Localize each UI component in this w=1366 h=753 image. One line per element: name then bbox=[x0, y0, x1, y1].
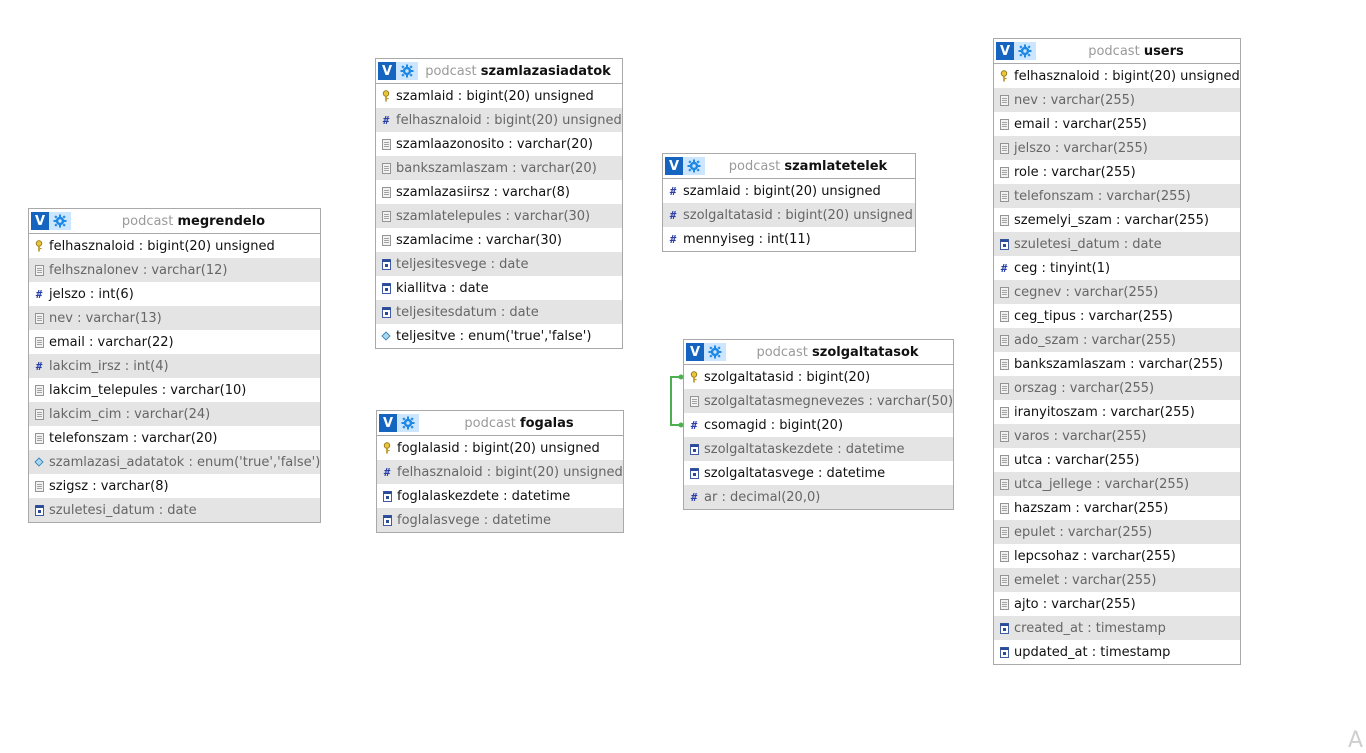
toggle-columns-button[interactable]: V bbox=[686, 343, 704, 361]
column-label: foglalasid : bigint(20) unsigned bbox=[397, 440, 600, 456]
column-label: created_at : timestamp bbox=[1014, 620, 1166, 636]
gear-icon[interactable] bbox=[704, 343, 726, 361]
column-row[interactable] bbox=[376, 204, 622, 228]
column-label: foglalaskezdete : datetime bbox=[397, 488, 571, 504]
column-row[interactable] bbox=[29, 282, 320, 306]
database-name: podcast bbox=[121, 213, 174, 229]
text-field-icon bbox=[381, 233, 391, 247]
text-field-icon bbox=[34, 431, 44, 445]
column-label: ado_szam : varchar(255) bbox=[1014, 332, 1176, 348]
column-label: szolgaltatasvege : datetime bbox=[704, 465, 886, 481]
column-row[interactable] bbox=[994, 544, 1240, 568]
text-field-icon bbox=[999, 117, 1009, 131]
gear-icon[interactable] bbox=[1014, 42, 1036, 60]
table-name: megrendelo bbox=[177, 213, 266, 229]
gear-icon[interactable] bbox=[683, 157, 705, 175]
numeric-field-icon: # bbox=[35, 287, 43, 301]
numeric-field-icon: # bbox=[669, 232, 677, 246]
column-row[interactable] bbox=[376, 108, 622, 132]
gear-icon[interactable] bbox=[397, 414, 419, 432]
table-title[interactable] bbox=[418, 64, 622, 79]
column-label: szamlaid : bigint(20) unsigned bbox=[396, 88, 594, 104]
table-title[interactable] bbox=[705, 159, 915, 174]
column-row[interactable] bbox=[29, 378, 320, 402]
column-label: orszag : varchar(255) bbox=[1014, 380, 1155, 396]
text-field-icon bbox=[999, 141, 1009, 155]
column-row[interactable] bbox=[376, 276, 622, 300]
column-label: role : varchar(255) bbox=[1014, 164, 1136, 180]
numeric-field-icon: # bbox=[1000, 261, 1008, 275]
column-label: telefonszam : varchar(255) bbox=[1014, 188, 1191, 204]
text-field-icon bbox=[999, 333, 1009, 347]
toggle-columns-button[interactable]: V bbox=[996, 42, 1014, 60]
column-label: szamlazasiirsz : varchar(8) bbox=[396, 184, 571, 200]
table-megrendelo[interactable] bbox=[28, 208, 321, 523]
table-header[interactable] bbox=[994, 39, 1240, 64]
numeric-field-icon: # bbox=[690, 490, 698, 504]
column-row[interactable] bbox=[376, 324, 622, 348]
column-label: lakcim_telepules : varchar(10) bbox=[49, 382, 247, 398]
column-label: cegnev : varchar(255) bbox=[1014, 284, 1159, 300]
primary-key-icon bbox=[381, 89, 391, 103]
column-label: szamlaid : bigint(20) unsigned bbox=[683, 183, 881, 199]
column-row[interactable] bbox=[994, 400, 1240, 424]
column-row[interactable] bbox=[994, 184, 1240, 208]
column-label: szuletesi_datum : date bbox=[49, 502, 197, 518]
text-field-icon bbox=[999, 429, 1009, 443]
table-name: szamlatetelek bbox=[784, 158, 888, 174]
date-field-icon bbox=[381, 305, 391, 319]
column-label: ar : decimal(20,0) bbox=[704, 489, 821, 505]
column-row[interactable] bbox=[29, 258, 320, 282]
column-label: varos : varchar(255) bbox=[1014, 428, 1147, 444]
column-label: teljesitve : enum('true','false') bbox=[396, 328, 592, 344]
text-field-icon bbox=[34, 263, 44, 277]
corner-mark: A bbox=[1348, 728, 1364, 753]
gear-icon[interactable] bbox=[396, 62, 418, 80]
column-row[interactable] bbox=[994, 472, 1240, 496]
numeric-field-icon: # bbox=[382, 113, 390, 127]
column-label: updated_at : timestamp bbox=[1014, 644, 1171, 660]
text-field-icon bbox=[999, 453, 1009, 467]
numeric-field-icon: # bbox=[383, 465, 391, 479]
text-field-icon bbox=[999, 357, 1009, 371]
table-title[interactable] bbox=[726, 345, 953, 360]
text-field-icon bbox=[999, 501, 1009, 515]
text-field-icon bbox=[999, 597, 1009, 611]
text-field-icon bbox=[999, 405, 1009, 419]
column-row[interactable] bbox=[994, 256, 1240, 280]
column-label: szamlaazonosito : varchar(20) bbox=[396, 136, 593, 152]
column-label: epulet : varchar(255) bbox=[1014, 524, 1153, 540]
column-label: foglalasvege : datetime bbox=[397, 512, 551, 528]
table-name: szolgaltatasok bbox=[812, 344, 919, 360]
gear-icon[interactable] bbox=[49, 212, 71, 230]
text-field-icon bbox=[999, 165, 1009, 179]
column-label: szamlatelepules : varchar(30) bbox=[396, 208, 591, 224]
toggle-columns-button[interactable]: V bbox=[31, 212, 49, 230]
column-row[interactable] bbox=[994, 520, 1240, 544]
column-label: bankszamlaszam : varchar(255) bbox=[1014, 356, 1224, 372]
table-title[interactable] bbox=[71, 214, 320, 229]
column-row[interactable] bbox=[994, 424, 1240, 448]
text-field-icon bbox=[999, 93, 1009, 107]
column-row[interactable] bbox=[994, 568, 1240, 592]
column-row[interactable] bbox=[684, 485, 953, 509]
column-label: emelet : varchar(255) bbox=[1014, 572, 1157, 588]
column-label: szolgaltatasid : bigint(20) bbox=[704, 369, 871, 385]
date-field-icon bbox=[999, 237, 1009, 251]
text-field-icon bbox=[999, 525, 1009, 539]
table-name: users bbox=[1143, 43, 1184, 59]
column-row[interactable] bbox=[376, 132, 622, 156]
table-szolgaltatasok[interactable] bbox=[683, 339, 954, 510]
column-label: hazszam : varchar(255) bbox=[1014, 500, 1169, 516]
column-row[interactable] bbox=[994, 64, 1240, 88]
text-field-icon bbox=[999, 189, 1009, 203]
table-header[interactable] bbox=[29, 209, 320, 234]
column-label: felhasznaloid : bigint(20) unsigned bbox=[397, 464, 623, 480]
table-szamlatetelek[interactable] bbox=[662, 153, 916, 252]
column-row[interactable] bbox=[994, 208, 1240, 232]
table-users[interactable] bbox=[993, 38, 1241, 665]
column-label: lepcsohaz : varchar(255) bbox=[1014, 548, 1176, 564]
column-row[interactable] bbox=[376, 252, 622, 276]
numeric-field-icon: # bbox=[690, 418, 698, 432]
column-row[interactable] bbox=[994, 304, 1240, 328]
table-header[interactable] bbox=[377, 411, 623, 436]
date-field-icon bbox=[999, 645, 1009, 659]
column-label: utca_jellege : varchar(255) bbox=[1014, 476, 1190, 492]
column-label: felhsznalonev : varchar(12) bbox=[49, 262, 228, 278]
column-label: jelszo : varchar(255) bbox=[1014, 140, 1148, 156]
column-row[interactable] bbox=[994, 328, 1240, 352]
column-label: szolgaltatasmegnevezes : varchar(50) bbox=[704, 393, 954, 409]
table-fogalas[interactable] bbox=[376, 410, 624, 533]
column-row[interactable] bbox=[29, 234, 320, 258]
text-field-icon bbox=[34, 383, 44, 397]
column-row[interactable] bbox=[994, 112, 1240, 136]
column-row[interactable] bbox=[29, 354, 320, 378]
column-label: iranyitoszam : varchar(255) bbox=[1014, 404, 1195, 420]
column-label: jelszo : int(6) bbox=[49, 286, 134, 302]
column-row[interactable] bbox=[663, 203, 915, 227]
text-field-icon bbox=[999, 381, 1009, 395]
toggle-columns-button[interactable]: V bbox=[378, 62, 396, 80]
text-field-icon bbox=[999, 477, 1009, 491]
date-field-icon bbox=[999, 621, 1009, 635]
column-row[interactable] bbox=[29, 402, 320, 426]
primary-key-icon bbox=[689, 370, 699, 384]
column-label: mennyiseg : int(11) bbox=[683, 231, 811, 247]
column-row[interactable] bbox=[663, 227, 915, 251]
column-label: lakcim_irsz : int(4) bbox=[49, 358, 169, 374]
relation-line[interactable] bbox=[671, 377, 683, 425]
column-row[interactable] bbox=[376, 180, 622, 204]
column-label: kiallitva : date bbox=[396, 280, 489, 296]
column-row[interactable] bbox=[684, 413, 953, 437]
column-label: email : varchar(22) bbox=[49, 334, 174, 350]
column-label: nev : varchar(13) bbox=[49, 310, 162, 326]
column-list bbox=[994, 64, 1240, 664]
database-name: podcast bbox=[756, 344, 808, 360]
column-list bbox=[377, 436, 623, 532]
column-row[interactable] bbox=[376, 84, 622, 108]
column-row[interactable] bbox=[29, 474, 320, 498]
column-label: lakcim_cim : varchar(24) bbox=[49, 406, 211, 422]
text-field-icon bbox=[999, 573, 1009, 587]
primary-key-icon bbox=[382, 441, 392, 455]
database-name: podcast bbox=[464, 415, 516, 431]
column-row[interactable] bbox=[684, 461, 953, 485]
column-row[interactable] bbox=[663, 179, 915, 203]
text-field-icon bbox=[381, 137, 391, 151]
column-list bbox=[663, 179, 915, 251]
table-header[interactable] bbox=[376, 59, 622, 84]
column-row[interactable] bbox=[684, 389, 953, 413]
database-name: podcast bbox=[1088, 43, 1140, 59]
column-label: ajto : varchar(255) bbox=[1014, 596, 1136, 612]
text-field-icon bbox=[999, 549, 1009, 563]
column-row[interactable] bbox=[994, 352, 1240, 376]
enum-field-icon bbox=[34, 455, 44, 469]
date-field-icon bbox=[689, 466, 699, 480]
column-row[interactable] bbox=[376, 228, 622, 252]
column-row[interactable] bbox=[377, 460, 623, 484]
date-field-icon bbox=[381, 281, 391, 295]
column-label: felhasznaloid : bigint(20) unsigned bbox=[1014, 68, 1240, 84]
text-field-icon bbox=[381, 209, 391, 223]
table-name: szamlazasiadatok bbox=[480, 63, 611, 79]
table-name: fogalas bbox=[519, 415, 574, 431]
column-label: szuletesi_datum : date bbox=[1014, 236, 1162, 252]
text-field-icon bbox=[34, 479, 44, 493]
column-row[interactable] bbox=[994, 592, 1240, 616]
column-list bbox=[29, 234, 320, 522]
column-list bbox=[376, 84, 622, 348]
column-row[interactable] bbox=[377, 484, 623, 508]
numeric-field-icon: # bbox=[669, 184, 677, 198]
column-row[interactable] bbox=[994, 496, 1240, 520]
column-row[interactable] bbox=[994, 616, 1240, 640]
column-row[interactable] bbox=[376, 300, 622, 324]
column-label: bankszamlaszam : varchar(20) bbox=[396, 160, 597, 176]
column-label: telefonszam : varchar(20) bbox=[49, 430, 218, 446]
column-row[interactable] bbox=[29, 306, 320, 330]
text-field-icon bbox=[381, 161, 391, 175]
numeric-field-icon: # bbox=[669, 208, 677, 222]
table-title[interactable] bbox=[419, 416, 623, 431]
text-field-icon bbox=[999, 309, 1009, 323]
column-row[interactable] bbox=[994, 448, 1240, 472]
column-row[interactable] bbox=[994, 160, 1240, 184]
toggle-columns-button[interactable]: V bbox=[665, 157, 683, 175]
column-row[interactable] bbox=[994, 280, 1240, 304]
date-field-icon bbox=[382, 489, 392, 503]
date-field-icon bbox=[689, 442, 699, 456]
database-name: podcast bbox=[425, 63, 477, 79]
column-row[interactable] bbox=[684, 365, 953, 389]
column-label: utca : varchar(255) bbox=[1014, 452, 1140, 468]
column-label: teljesitesdatum : date bbox=[396, 304, 539, 320]
text-field-icon bbox=[999, 213, 1009, 227]
primary-key-icon bbox=[34, 239, 44, 253]
column-row[interactable] bbox=[994, 88, 1240, 112]
toggle-columns-button[interactable]: V bbox=[379, 414, 397, 432]
column-label: email : varchar(255) bbox=[1014, 116, 1147, 132]
column-label: ceg_tipus : varchar(255) bbox=[1014, 308, 1173, 324]
text-field-icon bbox=[381, 185, 391, 199]
enum-field-icon bbox=[381, 329, 391, 343]
date-field-icon bbox=[382, 513, 392, 527]
column-list bbox=[684, 365, 953, 509]
column-row[interactable] bbox=[994, 136, 1240, 160]
text-field-icon bbox=[34, 311, 44, 325]
column-row[interactable] bbox=[994, 640, 1240, 664]
date-field-icon bbox=[381, 257, 391, 271]
column-row[interactable] bbox=[994, 376, 1240, 400]
text-field-icon bbox=[34, 335, 44, 349]
table-header[interactable] bbox=[684, 340, 953, 365]
numeric-field-icon: # bbox=[35, 359, 43, 373]
text-field-icon bbox=[999, 285, 1009, 299]
column-label: szamlacime : varchar(30) bbox=[396, 232, 562, 248]
column-row[interactable] bbox=[377, 508, 623, 532]
table-title[interactable] bbox=[1036, 44, 1240, 59]
text-field-icon bbox=[689, 394, 699, 408]
column-label: csomagid : bigint(20) bbox=[704, 417, 844, 433]
column-label: szolgaltatasid : bigint(20) unsigned bbox=[683, 207, 913, 223]
column-row[interactable] bbox=[29, 426, 320, 450]
table-szamlazasiadatok[interactable] bbox=[375, 58, 623, 349]
column-label: szemelyi_szam : varchar(255) bbox=[1014, 212, 1209, 228]
column-label: felhasznaloid : bigint(20) unsigned bbox=[396, 112, 622, 128]
date-field-icon bbox=[34, 503, 44, 517]
column-label: szolgaltataskezdete : datetime bbox=[704, 441, 905, 457]
column-row[interactable] bbox=[377, 436, 623, 460]
column-label: teljesitesvege : date bbox=[396, 256, 529, 272]
column-row[interactable] bbox=[29, 450, 320, 474]
column-label: ceg : tinyint(1) bbox=[1014, 260, 1111, 276]
column-row[interactable] bbox=[684, 437, 953, 461]
column-row[interactable] bbox=[994, 232, 1240, 256]
database-name: podcast bbox=[728, 158, 781, 174]
column-row[interactable] bbox=[29, 498, 320, 522]
column-label: felhasznaloid : bigint(20) unsigned bbox=[49, 238, 275, 254]
column-row[interactable] bbox=[376, 156, 622, 180]
column-row[interactable] bbox=[29, 330, 320, 354]
column-label: nev : varchar(255) bbox=[1014, 92, 1135, 108]
primary-key-icon bbox=[999, 69, 1009, 83]
column-label: szigsz : varchar(8) bbox=[49, 478, 169, 494]
table-header[interactable] bbox=[663, 154, 915, 179]
column-label: szamlazasi_adatatok : enum('true','false') bbox=[49, 454, 321, 470]
text-field-icon bbox=[34, 407, 44, 421]
